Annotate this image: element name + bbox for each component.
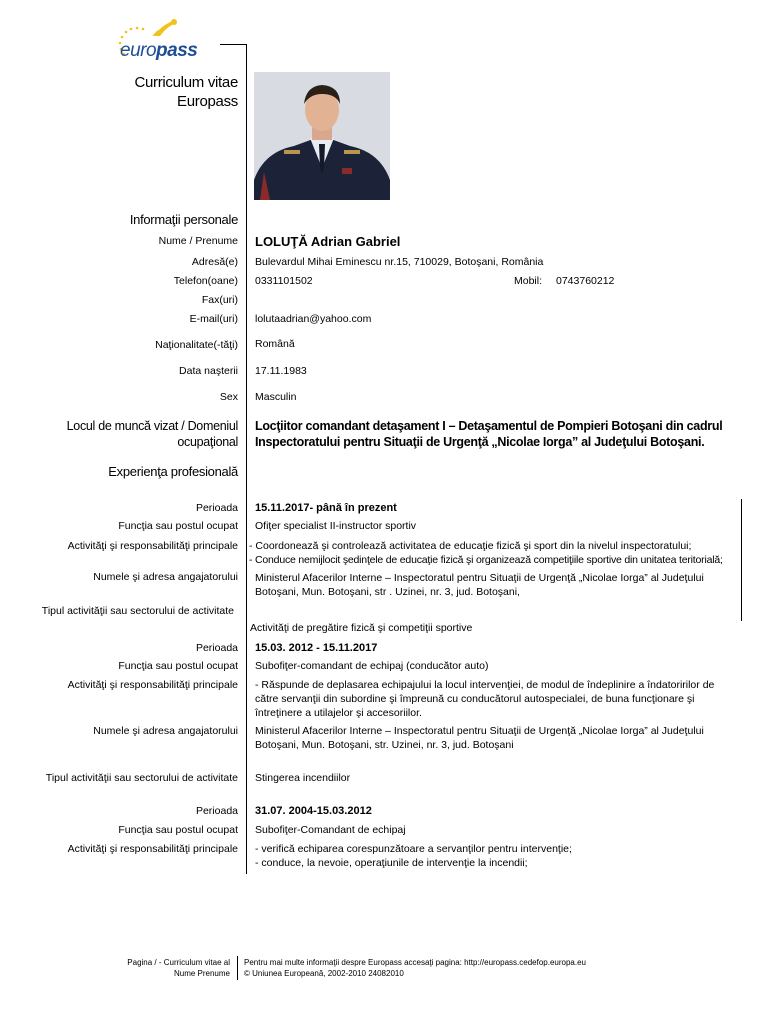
job2-position-label: Funcţia sau postul ocupat [118, 660, 238, 672]
email-label: E-mail(uri) [189, 313, 238, 325]
fax-label: Fax(uri) [201, 294, 238, 306]
job1-sector: Activităţi de pregătire fizică şi competiţii sportive [250, 622, 473, 634]
sex-label: Sex [219, 391, 238, 403]
job1-employer-2: Botoşani, Mun. Botoşani, str . Uzinei, nr. 3, jud. Botoşani, [255, 586, 520, 598]
footer-divider [237, 956, 238, 980]
job2-employer-1: Ministerul Afacerilor Interne – Inspectoratul pentru Situaţii de Urgenţă „Nicolae Iorga” al Judeţului [255, 725, 704, 737]
footer-left-2: Nume Prenume [173, 969, 230, 978]
job1-activity-1: - Coordonează şi controlează activitatea de educaţie fizică şi sport din la nivelul inspectoratului; [249, 540, 692, 552]
desired-job-label-line1: Locul de muncă vizat / Domeniul [66, 419, 238, 433]
job3-activities-label: Activităţi şi responsabilităţi principale [67, 843, 238, 855]
cv-subtitle: Europass [177, 93, 238, 110]
cv-title: Curriculum vitae [134, 74, 238, 91]
mobile-label: Mobil: [514, 275, 543, 287]
job3-position: Subofiţer-Comandant de echipaj [255, 824, 406, 836]
email-value[interactable]: lolutaadrian@yahoo.com [255, 313, 372, 325]
job1-employer-label: Numele şi adresa angajatorului [93, 571, 238, 583]
job1-position-label: Funcţia sau postul ocupat [118, 520, 238, 532]
job2-employer-2: Botoşani, Mun. Botoşani, str. Uzinei, nr. 3, jud. Botoşani [255, 739, 514, 751]
job3-period: 31.07. 2004-15.03.2012 [255, 805, 372, 817]
experience-heading: Experienţa profesională [108, 464, 238, 479]
job1-period: 15.11.2017- până în prezent [255, 502, 397, 514]
job1-sector-label: Tipul activităţii sau sectorului de activitate [41, 605, 234, 617]
job2-period-label: Perioada [195, 642, 238, 654]
person-photo-icon [254, 72, 390, 200]
desired-job-value-line2: Inspectoratului pentru Situaţii de Urgenţă „Nicolae Iorga” al Judeţului Botoşani. [255, 435, 705, 449]
address-value: Bulevardul Mihai Eminescu nr.15, 710029, Botoşani, România [255, 256, 544, 268]
logo-text-euro: euro [120, 40, 157, 61]
job3-activity-2: - conduce, la nevoie, operaţiunile de intervenţie la incendii; [255, 857, 528, 869]
europass-logo [114, 16, 214, 62]
footer-left-1: Pagina / - Curriculum vitae al [127, 958, 230, 967]
phone-label: Telefon(oane) [173, 275, 238, 287]
full-name: LOLUŢĂ Adrian Gabriel [255, 234, 401, 249]
job2-sector-label: Tipul activităţii sau sectorului de activitate [45, 772, 238, 784]
personal-info-heading: Informaţii personale [129, 212, 238, 227]
nationality-label: Naţionalitate(-tăţi) [155, 339, 238, 351]
job2-period: 15.03. 2012 - 15.11.2017 [255, 642, 378, 654]
job2-activity-1: - Răspunde de deplasarea echipajului la locul intervenţiei, de modul de îndeplinire a îndatoririlor de [255, 679, 715, 691]
sex-value: Masculin [255, 391, 297, 403]
job3-activity-1: - verifică echiparea corespunzătoare a servanţilor pentru intervenţie; [255, 843, 572, 855]
address-label: Adresă(e) [191, 256, 238, 268]
name-label: Nume / Prenume [158, 235, 238, 247]
footer-right-2: © Uniunea Europeană, 2002-2010 24082010 [244, 969, 404, 978]
job2-sector: Stingerea incendiilor [255, 772, 351, 784]
job1-activities-label: Activităţi şi responsabilităţi principale [67, 540, 238, 552]
job1-activity-2: - Conduce nemijlocit şedinţele de educaţie fizică şi organizează competiţiile sportive din unitatea teritorială; [249, 554, 723, 566]
mobile-value: 0743760212 [556, 275, 615, 287]
job1-position: Ofiţer specialist II-instructor sportiv [255, 520, 417, 532]
header-rule [220, 44, 247, 45]
column-divider [246, 44, 247, 874]
job2-employer-label: Numele şi adresa angajatorului [93, 725, 238, 737]
job1-employer-1: Ministerul Afacerilor Interne – Inspectoratul pentru Situaţii de Urgenţă „Nicolae Iorga” al Judeţului [255, 572, 704, 584]
phone-value: 0331101502 [255, 275, 313, 287]
profile-photo [254, 72, 390, 200]
job1-period-label: Perioada [195, 502, 238, 514]
birth-value: 17.11.1983 [255, 365, 307, 377]
birth-label: Data naşterii [179, 365, 238, 377]
job2-activities-label: Activităţi şi responsabilităţi principale [67, 679, 238, 691]
nationality-value: Română [255, 338, 295, 350]
job2-activity-2: către servanţii din subordine şi împreună cu conducătorul autospecialei, de buna funcţionare şi [255, 693, 695, 705]
job2-activity-3: întreţinere a utilajelor şi accesoriilor. [255, 707, 422, 719]
desired-job-label-line2: ocupaţional [177, 435, 238, 449]
job2-position: Subofiţer-comandant de echipaj (conducător auto) [255, 660, 489, 672]
right-margin-rule [741, 499, 742, 621]
job3-period-label: Perioada [195, 805, 238, 817]
job3-position-label: Funcţia sau postul ocupat [118, 824, 238, 836]
desired-job-value-line1: Locţiitor comandant detaşament I – Detaşamentul de Pompieri Botoşani din cadrul [255, 419, 723, 433]
logo-text-pass: pass [156, 40, 198, 61]
footer-right-1: Pentru mai multe informaţii despre Europass accesaţi pagina: http://europass.cedefop.europa.eu [244, 958, 586, 967]
